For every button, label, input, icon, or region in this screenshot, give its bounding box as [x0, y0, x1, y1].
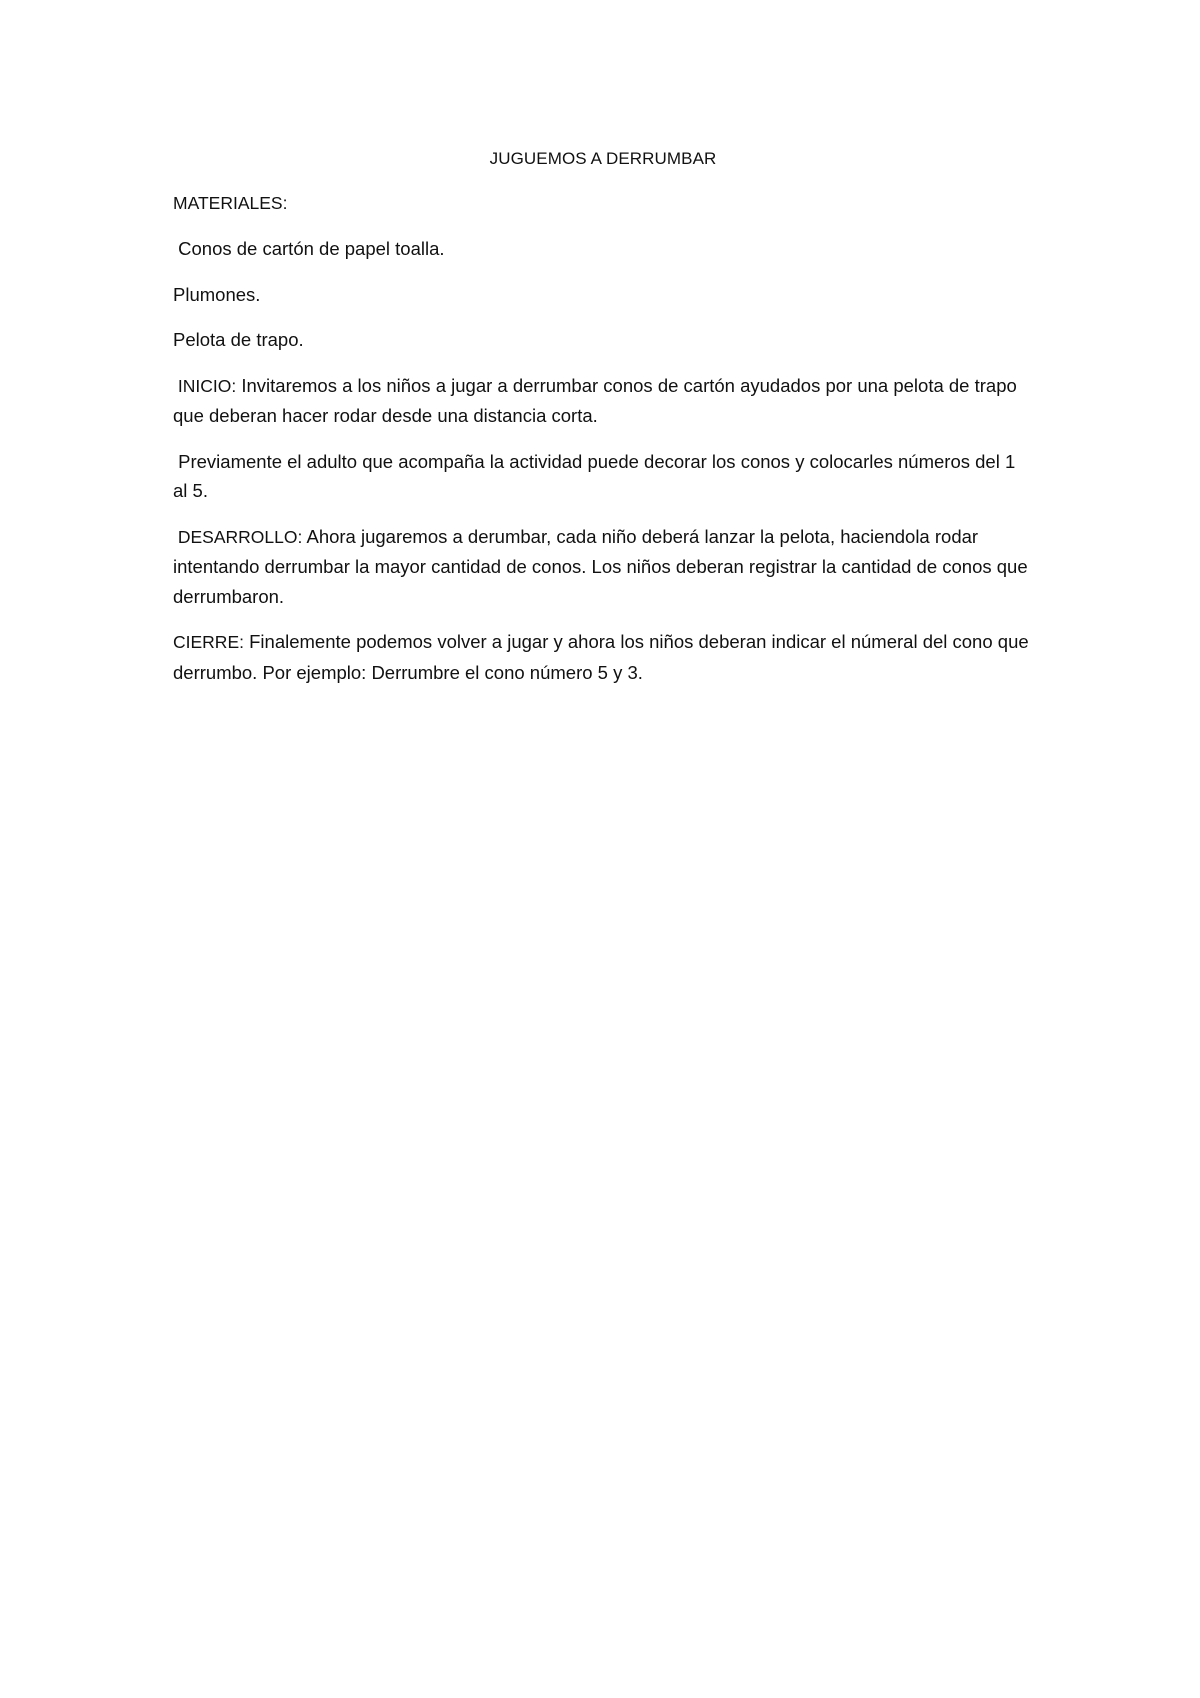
- document-body: [173, 144, 1033, 703]
- inicio-text: Invitaremos a los niños a jugar a derrumbar conos de cartón ayudados por una pelota de trapo que deberan hacer rodar desde una distancia corta.: [173, 374, 1022, 426]
- desarrollo-text: Ahora jugaremos a derumbar, cada niño deberá lanzar la pelota, haciendola rodar intentando derrumbar la mayor cantidad de conos. Los niños deberan registrar la cantidad de conos que derrumbaron.: [173, 525, 1033, 607]
- desarrollo-label: DESARROLLO:: [173, 526, 303, 547]
- material-item-plumones: Plumones.: [173, 283, 261, 305]
- previamente-paragraph: Previamente el adulto que acompaña la actividad puede decorar los conos y colocarles números del 1 al 5.: [173, 450, 1021, 501]
- material-item-conos: Conos de cartón de papel toalla.: [173, 238, 445, 259]
- document-title: JUGUEMOS A DERRUMBAR: [489, 149, 717, 168]
- cierre-text: Finalemente podemos volver a jugar y ahora los niños deberan indicar el númeral del cono que derrumbo. Por ejemplo: Derrumbre el cono número 5 y 3.: [173, 631, 1034, 683]
- material-item-pelota: Pelota de trapo.: [173, 329, 304, 350]
- cierre-label: CIERRE:: [173, 632, 244, 652]
- desarrollo-paragraph: [173, 522, 1033, 612]
- inicio-label: INICIO:: [173, 375, 237, 396]
- cierre-paragraph: [173, 627, 1033, 687]
- inicio-paragraph: [173, 371, 1033, 431]
- materials-heading: MATERIALES:: [173, 192, 288, 213]
